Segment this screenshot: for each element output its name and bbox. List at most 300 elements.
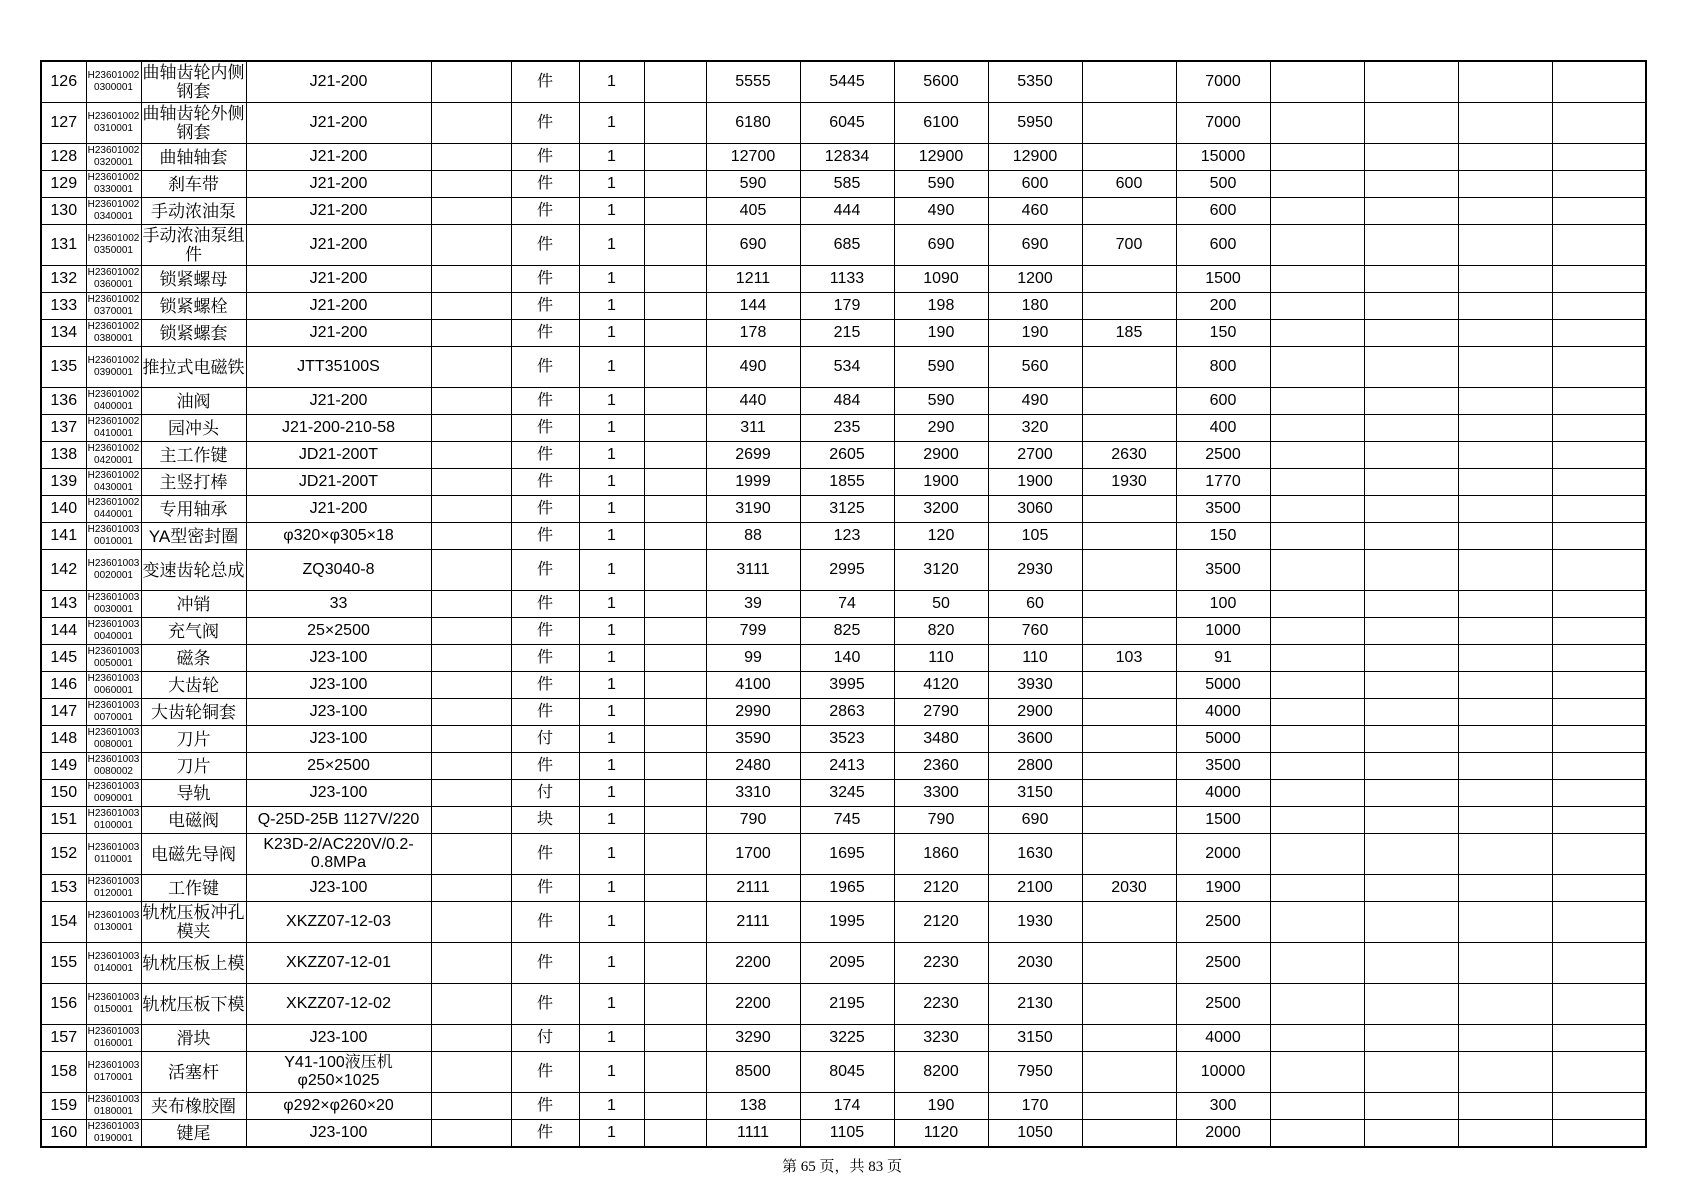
table-row: [41, 1025, 1646, 1052]
row-number-cell: 135: [41, 347, 86, 388]
price-5-cell: [1082, 726, 1176, 753]
unit-cell: 付: [511, 780, 579, 807]
blank-cell: [1552, 902, 1646, 943]
price-5-cell: [1082, 415, 1176, 442]
price-3-cell: 1090: [894, 266, 988, 293]
price-1-cell: 4100: [706, 672, 800, 699]
spec-cell: J23-100: [246, 726, 431, 753]
table-row: [41, 103, 1646, 144]
blank-cell: [431, 1025, 511, 1052]
blank-cell: [1458, 225, 1552, 266]
unit-cell: 件: [511, 875, 579, 902]
blank-cell: [1458, 807, 1552, 834]
price-5-cell: [1082, 672, 1176, 699]
unit-cell: 块: [511, 807, 579, 834]
price-4-cell: 1200: [988, 266, 1082, 293]
price-4-cell: 490: [988, 388, 1082, 415]
table-row: [41, 320, 1646, 347]
blank-cell: [1552, 1025, 1646, 1052]
price-4-cell: 2900: [988, 699, 1082, 726]
spec-cell: JD21-200T: [246, 442, 431, 469]
blank-cell: [431, 753, 511, 780]
price-6-cell: 1770: [1176, 469, 1270, 496]
price-5-cell: 1930: [1082, 469, 1176, 496]
item-name-cell: 滑块: [141, 1025, 246, 1052]
item-name-cell: 键尾: [141, 1120, 246, 1148]
quantity-cell: 1: [579, 780, 644, 807]
price-6-cell: 4000: [1176, 1025, 1270, 1052]
quantity-cell: 1: [579, 943, 644, 984]
item-name-cell: 大齿轮铜套: [141, 699, 246, 726]
price-6-cell: 7000: [1176, 103, 1270, 144]
row-number-cell: 152: [41, 834, 86, 875]
row-number-cell: 129: [41, 171, 86, 198]
table-row: [41, 618, 1646, 645]
blank-cell: [644, 1120, 706, 1148]
blank-cell: [431, 984, 511, 1025]
price-1-cell: 2200: [706, 984, 800, 1025]
price-1-cell: 1700: [706, 834, 800, 875]
blank-cell: [431, 726, 511, 753]
price-3-cell: 3120: [894, 550, 988, 591]
item-name-cell: 大齿轮: [141, 672, 246, 699]
row-number-cell: 138: [41, 442, 86, 469]
item-name-cell: 曲轴齿轮内侧钢套: [142, 63, 245, 101]
blank-cell: [431, 699, 511, 726]
blank-cell: [431, 523, 511, 550]
price-2-cell: 444: [800, 198, 894, 225]
blank-cell: [1364, 875, 1458, 902]
item-name-cell: 手动浓油泵组件: [142, 226, 245, 264]
blank-cell: [644, 347, 706, 388]
spec-cell: J21-200: [246, 61, 431, 103]
item-code-cell: H23601003 0100001: [86, 807, 141, 834]
price-5-cell: [1082, 902, 1176, 943]
quantity-cell: 1: [579, 198, 644, 225]
price-4-cell: 180: [988, 293, 1082, 320]
blank-cell: [1364, 672, 1458, 699]
price-1-cell: 3290: [706, 1025, 800, 1052]
price-6-cell: 5000: [1176, 726, 1270, 753]
item-name-cell: 园冲头: [141, 415, 246, 442]
price-1-cell: 3310: [706, 780, 800, 807]
price-2-cell: 2995: [800, 550, 894, 591]
table-row: [41, 875, 1646, 902]
price-5-cell: 2630: [1082, 442, 1176, 469]
price-4-cell: 600: [988, 171, 1082, 198]
price-3-cell: 2360: [894, 753, 988, 780]
price-1-cell: 8500: [706, 1052, 800, 1093]
price-1-cell: 144: [706, 293, 800, 320]
blank-cell: [1552, 807, 1646, 834]
table-row: [41, 442, 1646, 469]
blank-cell: [1270, 699, 1364, 726]
blank-cell: [1552, 672, 1646, 699]
price-2-cell: 3225: [800, 1025, 894, 1052]
blank-cell: [644, 442, 706, 469]
price-5-cell: [1082, 496, 1176, 523]
price-3-cell: 790: [894, 807, 988, 834]
price-2-cell: 1855: [800, 469, 894, 496]
item-code-cell: H23601003 0190001: [86, 1120, 141, 1148]
blank-cell: [1458, 902, 1552, 943]
table-row: [41, 469, 1646, 496]
price-4-cell: 5950: [988, 103, 1082, 144]
quantity-cell: 1: [579, 699, 644, 726]
table-row: [41, 672, 1646, 699]
item-code-cell: H23601002 0390001: [86, 347, 141, 388]
price-3-cell: 290: [894, 415, 988, 442]
item-name-cell: YA型密封圈: [141, 523, 246, 550]
item-code-cell: H23601003 0130001: [86, 902, 141, 943]
price-5-cell: [1082, 753, 1176, 780]
table-row: [41, 1052, 1646, 1093]
blank-cell: [1364, 198, 1458, 225]
unit-cell: 件: [511, 293, 579, 320]
item-name-cell: 轨枕压板上模: [141, 943, 246, 984]
price-5-cell: [1082, 61, 1176, 103]
price-3-cell: 190: [894, 1093, 988, 1120]
row-number-cell: 153: [41, 875, 86, 902]
blank-cell: [1458, 103, 1552, 144]
item-code-cell: H23601003 0020001: [86, 550, 141, 591]
blank-cell: [644, 1052, 706, 1093]
blank-cell: [1458, 645, 1552, 672]
price-6-cell: 4000: [1176, 699, 1270, 726]
spec-cell: XKZZ07-12-03: [246, 902, 431, 943]
quantity-cell: 1: [579, 496, 644, 523]
blank-cell: [1552, 61, 1646, 103]
blank-cell: [1364, 320, 1458, 347]
table-row: [41, 415, 1646, 442]
row-number-cell: 136: [41, 388, 86, 415]
blank-cell: [1364, 1025, 1458, 1052]
spec-cell: J21-200: [246, 320, 431, 347]
blank-cell: [1458, 171, 1552, 198]
blank-cell: [1270, 726, 1364, 753]
price-2-cell: 235: [800, 415, 894, 442]
item-code-cell: H23601002 0310001: [86, 103, 141, 144]
blank-cell: [644, 834, 706, 875]
spec-cell: ZQ3040-8: [246, 550, 431, 591]
blank-cell: [1552, 699, 1646, 726]
price-2-cell: 3245: [800, 780, 894, 807]
price-3-cell: 2120: [894, 875, 988, 902]
price-3-cell: 1900: [894, 469, 988, 496]
row-number-cell: 140: [41, 496, 86, 523]
spec-cell: XKZZ07-12-02: [246, 984, 431, 1025]
quantity-cell: 1: [579, 753, 644, 780]
blank-cell: [1270, 902, 1364, 943]
item-name-cell: 手动浓油泵: [141, 198, 246, 225]
blank-cell: [1364, 496, 1458, 523]
blank-cell: [431, 225, 511, 266]
blank-cell: [1458, 550, 1552, 591]
item-code-cell: H23601003 0050001: [86, 645, 141, 672]
item-name-cell: 充气阀: [141, 618, 246, 645]
price-3-cell: 3230: [894, 1025, 988, 1052]
blank-cell: [431, 171, 511, 198]
price-4-cell: 3930: [988, 672, 1082, 699]
item-name-cell: 锁紧螺母: [141, 266, 246, 293]
item-name-cell: 曲轴轴套: [141, 144, 246, 171]
unit-cell: 件: [511, 442, 579, 469]
quantity-cell: 1: [579, 293, 644, 320]
price-5-cell: [1082, 103, 1176, 144]
unit-cell: 件: [511, 1052, 579, 1093]
table-row: [41, 171, 1646, 198]
blank-cell: [1458, 984, 1552, 1025]
price-2-cell: 534: [800, 347, 894, 388]
row-number-cell: 139: [41, 469, 86, 496]
blank-cell: [644, 943, 706, 984]
blank-cell: [431, 415, 511, 442]
price-5-cell: [1082, 388, 1176, 415]
price-4-cell: 1930: [988, 902, 1082, 943]
price-2-cell: 2195: [800, 984, 894, 1025]
price-3-cell: 1120: [894, 1120, 988, 1148]
price-6-cell: 2500: [1176, 984, 1270, 1025]
blank-cell: [1552, 780, 1646, 807]
blank-cell: [1270, 266, 1364, 293]
price-3-cell: 3480: [894, 726, 988, 753]
price-6-cell: 600: [1176, 198, 1270, 225]
unit-cell: 件: [511, 198, 579, 225]
price-1-cell: 3590: [706, 726, 800, 753]
blank-cell: [1552, 984, 1646, 1025]
blank-cell: [1552, 834, 1646, 875]
item-code-cell: H23601002 0300001: [86, 61, 141, 103]
quantity-cell: 1: [579, 550, 644, 591]
item-name-cell: 主竖打棒: [141, 469, 246, 496]
blank-cell: [644, 171, 706, 198]
row-number-cell: 134: [41, 320, 86, 347]
price-5-cell: [1082, 523, 1176, 550]
quantity-cell: 1: [579, 171, 644, 198]
quantity-cell: 1: [579, 618, 644, 645]
unit-cell: 件: [511, 672, 579, 699]
price-5-cell: [1082, 347, 1176, 388]
blank-cell: [1552, 875, 1646, 902]
price-5-cell: [1082, 1052, 1176, 1093]
price-1-cell: 99: [706, 645, 800, 672]
price-2-cell: 1965: [800, 875, 894, 902]
price-2-cell: 6045: [800, 103, 894, 144]
unit-cell: 件: [511, 645, 579, 672]
table-row: [41, 496, 1646, 523]
blank-cell: [644, 902, 706, 943]
blank-cell: [644, 672, 706, 699]
price-1-cell: 311: [706, 415, 800, 442]
item-code-cell: H23601003 0120001: [86, 875, 141, 902]
price-6-cell: 1000: [1176, 618, 1270, 645]
price-3-cell: 12900: [894, 144, 988, 171]
spec-cell: J21-200: [246, 171, 431, 198]
price-3-cell: 110: [894, 645, 988, 672]
price-5-cell: [1082, 144, 1176, 171]
price-2-cell: 825: [800, 618, 894, 645]
price-2-cell: 1695: [800, 834, 894, 875]
price-5-cell: 2030: [1082, 875, 1176, 902]
table-row: [41, 388, 1646, 415]
price-2-cell: 215: [800, 320, 894, 347]
blank-cell: [1552, 266, 1646, 293]
price-4-cell: 2700: [988, 442, 1082, 469]
blank-cell: [1458, 726, 1552, 753]
item-code-cell: H23601002 0440001: [86, 496, 141, 523]
quantity-cell: 1: [579, 1093, 644, 1120]
blank-cell: [1552, 293, 1646, 320]
blank-cell: [644, 984, 706, 1025]
price-6-cell: 10000: [1176, 1052, 1270, 1093]
unit-cell: 件: [511, 103, 579, 144]
item-name-cell: 活塞杆: [141, 1052, 246, 1093]
price-4-cell: 1900: [988, 469, 1082, 496]
unit-cell: 件: [511, 388, 579, 415]
blank-cell: [1364, 103, 1458, 144]
blank-cell: [431, 103, 511, 144]
unit-cell: 件: [511, 943, 579, 984]
item-name-cell: 曲轴齿轮外侧钢套: [142, 104, 245, 142]
blank-cell: [1270, 984, 1364, 1025]
price-1-cell: 2480: [706, 753, 800, 780]
blank-cell: [1458, 388, 1552, 415]
spec-cell: J21-200: [246, 198, 431, 225]
blank-cell: [1364, 780, 1458, 807]
price-1-cell: 799: [706, 618, 800, 645]
price-2-cell: 3523: [800, 726, 894, 753]
blank-cell: [644, 469, 706, 496]
blank-cell: [1364, 171, 1458, 198]
blank-cell: [1458, 834, 1552, 875]
price-3-cell: 690: [894, 225, 988, 266]
blank-cell: [431, 780, 511, 807]
spec-cell: Y41-100液压机φ250×1025: [246, 1052, 431, 1093]
price-3-cell: 820: [894, 618, 988, 645]
item-name-cell: 轨枕压板下模: [141, 984, 246, 1025]
quantity-cell: 1: [579, 726, 644, 753]
quantity-cell: 1: [579, 902, 644, 943]
unit-cell: 件: [511, 266, 579, 293]
item-code-cell: H23601003 0030001: [86, 591, 141, 618]
spec-cell: 33: [246, 591, 431, 618]
item-name-cell: 夹布橡胶圈: [141, 1093, 246, 1120]
price-5-cell: [1082, 780, 1176, 807]
blank-cell: [1458, 780, 1552, 807]
unit-cell: 付: [511, 1025, 579, 1052]
price-4-cell: 2130: [988, 984, 1082, 1025]
price-6-cell: 500: [1176, 171, 1270, 198]
table-row: [41, 591, 1646, 618]
quantity-cell: 1: [579, 442, 644, 469]
unit-cell: 件: [511, 618, 579, 645]
price-6-cell: 2500: [1176, 902, 1270, 943]
row-number-cell: 150: [41, 780, 86, 807]
unit-cell: 件: [511, 699, 579, 726]
blank-cell: [431, 645, 511, 672]
blank-cell: [1270, 225, 1364, 266]
blank-cell: [1458, 1120, 1552, 1148]
price-6-cell: 600: [1176, 388, 1270, 415]
table-row: [41, 834, 1646, 875]
row-number-cell: 158: [41, 1052, 86, 1093]
unit-cell: 付: [511, 726, 579, 753]
blank-cell: [1364, 293, 1458, 320]
blank-cell: [1364, 347, 1458, 388]
blank-cell: [1364, 645, 1458, 672]
quantity-cell: 1: [579, 61, 644, 103]
item-code-cell: H23601002 0410001: [86, 415, 141, 442]
price-5-cell: [1082, 1120, 1176, 1148]
price-2-cell: 685: [800, 225, 894, 266]
blank-cell: [1270, 753, 1364, 780]
spec-cell: 25×2500: [246, 753, 431, 780]
price-2-cell: 3995: [800, 672, 894, 699]
blank-cell: [1364, 388, 1458, 415]
blank-cell: [1364, 699, 1458, 726]
price-3-cell: 8200: [894, 1052, 988, 1093]
price-3-cell: 5600: [894, 61, 988, 103]
blank-cell: [1552, 618, 1646, 645]
blank-cell: [1364, 225, 1458, 266]
blank-cell: [1364, 834, 1458, 875]
blank-cell: [431, 442, 511, 469]
row-number-cell: 145: [41, 645, 86, 672]
price-5-cell: [1082, 591, 1176, 618]
blank-cell: [1270, 442, 1364, 469]
table-row: [41, 807, 1646, 834]
item-name-cell: 冲销: [141, 591, 246, 618]
price-1-cell: 3190: [706, 496, 800, 523]
price-6-cell: 200: [1176, 293, 1270, 320]
blank-cell: [1552, 943, 1646, 984]
row-number-cell: 128: [41, 144, 86, 171]
blank-cell: [1270, 1052, 1364, 1093]
unit-cell: 件: [511, 347, 579, 388]
blank-cell: [1458, 1052, 1552, 1093]
price-6-cell: 2500: [1176, 442, 1270, 469]
price-4-cell: 190: [988, 320, 1082, 347]
blank-cell: [644, 550, 706, 591]
price-2-cell: 140: [800, 645, 894, 672]
unit-cell: 件: [511, 171, 579, 198]
blank-cell: [644, 225, 706, 266]
table-row: [41, 61, 1646, 103]
blank-cell: [1458, 496, 1552, 523]
blank-cell: [644, 875, 706, 902]
blank-cell: [1270, 198, 1364, 225]
price-6-cell: 1500: [1176, 807, 1270, 834]
price-5-cell: 103: [1082, 645, 1176, 672]
table-row: [41, 726, 1646, 753]
price-3-cell: 590: [894, 171, 988, 198]
blank-cell: [1458, 591, 1552, 618]
item-code-cell: H23601003 0140001: [86, 943, 141, 984]
blank-cell: [1270, 144, 1364, 171]
spec-cell: J21-200: [246, 496, 431, 523]
price-1-cell: 88: [706, 523, 800, 550]
row-number-cell: 156: [41, 984, 86, 1025]
table-row: [41, 293, 1646, 320]
blank-cell: [1458, 347, 1552, 388]
blank-cell: [1270, 469, 1364, 496]
price-5-cell: 185: [1082, 320, 1176, 347]
price-2-cell: 174: [800, 1093, 894, 1120]
item-code-cell: H23601002 0380001: [86, 320, 141, 347]
blank-cell: [1458, 1093, 1552, 1120]
price-5-cell: 700: [1082, 225, 1176, 266]
price-1-cell: 6180: [706, 103, 800, 144]
